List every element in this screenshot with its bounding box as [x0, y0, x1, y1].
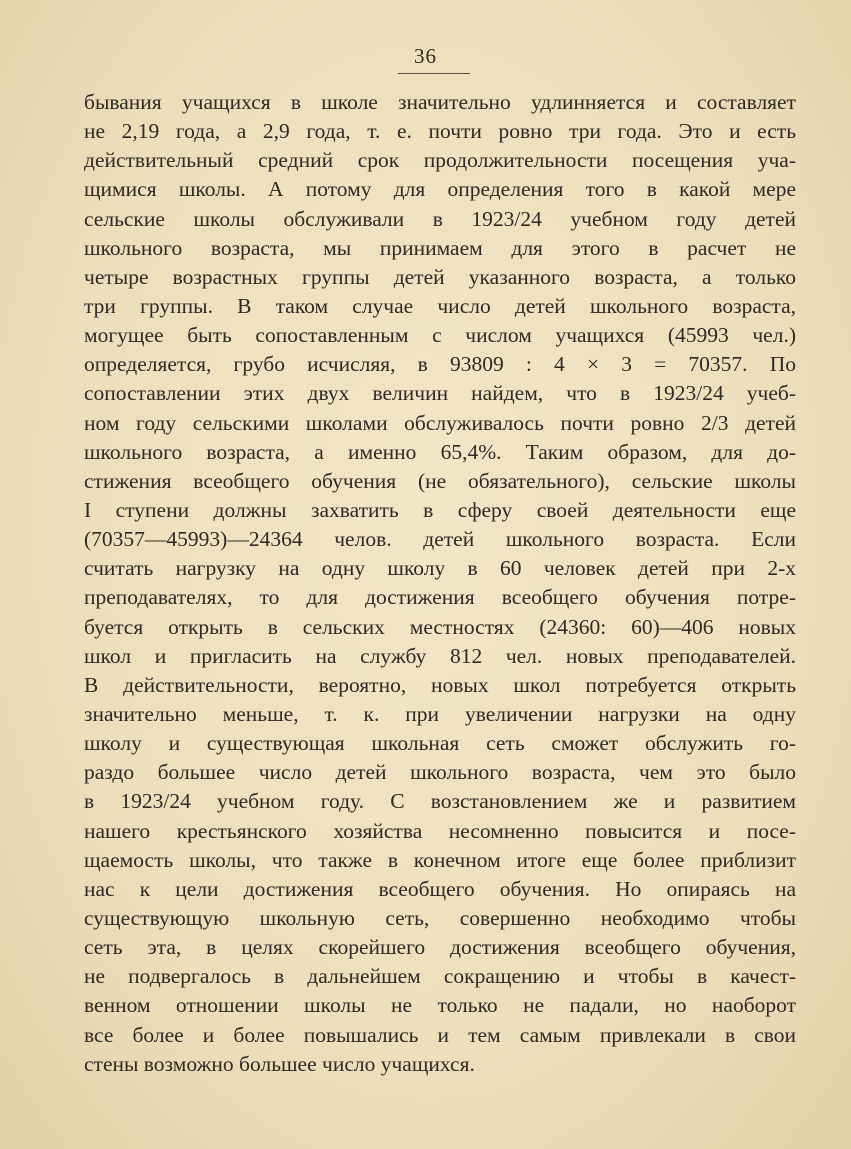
text-line: значительно меньше, т. к. при увеличении нагрузки на одну — [84, 701, 796, 726]
text-line: сопоставлении этих двух величин найдем, что в 1923/24 учеб- — [84, 381, 796, 406]
text-line: школьного возраста, мы принимаем для этого в расчет не — [84, 235, 796, 260]
text-line: не 2,19 года, а 2,9 года, т. е. почти ровно три года. Это и есть — [84, 119, 796, 144]
paragraph-text — [84, 88, 796, 1079]
text-line: бывания учащихся в школе значительно удлинняется и составляет — [84, 90, 796, 114]
text-line: в 1923/24 учебном году. С возстановлением же и развитием — [84, 789, 796, 814]
text-line: нашего крестьянского хозяйства несомненно повысится и посе- — [84, 818, 796, 843]
text-line: три группы. В таком случае число детей школьного возраста, — [84, 293, 796, 318]
page-number-rule — [398, 73, 470, 74]
text-line: сельские школы обслуживали в 1923/24 учебном году детей — [84, 206, 796, 231]
text-line: четыре возрастных группы детей указанного возраста, а только — [84, 264, 796, 289]
text-line: преподавателях, то для достижения всеобщего обучения потре- — [84, 585, 796, 610]
text-line: сеть эта, в целях скорейшего достижения всеобщего обучения, — [84, 935, 796, 960]
text-line: венном отношении школы не только не падали, но наоборот — [84, 993, 796, 1018]
text-line: стены возможно большее число учащихся. — [84, 1051, 475, 1076]
text-line: нас к цели достижения всеобщего обучения. Но опираясь на — [84, 876, 796, 901]
text-line: существующую школьную сеть, совершенно необходимо чтобы — [84, 905, 796, 930]
text-line: стижения всеобщего обучения (не обязательного), сельские школы — [84, 468, 796, 493]
text-line: могущее быть сопоставленным с числом учащихся (45993 чел.) — [84, 323, 796, 348]
text-line: (70357—45993)—24364 челов. детей школьного возраста. Если — [84, 527, 796, 552]
text-line: действительный средний срок продолжительности посещения уча- — [84, 148, 796, 173]
text-line: определяется, грубо исчисляя, в 93809 : 4 × 3 = 70357. По — [84, 352, 796, 377]
text-line: не подвергалось в дальнейшем сокращению и чтобы в качест- — [84, 964, 796, 989]
text-line: школьного возраста, а именно 65,4%. Таким образом, для до- — [84, 439, 796, 464]
text-line: считать нагрузку на одну школу в 60 человек детей при 2-х — [84, 556, 796, 581]
text-line: школ и пригласить на службу 812 чел. новых преподавателей. — [84, 643, 796, 668]
text-line: школу и существующая школьная сеть сможет обслужить го- — [84, 731, 796, 756]
page-number: 36 — [414, 44, 437, 68]
text-line: В действительности, вероятно, новых школ потребуется открыть — [84, 672, 796, 697]
text-line: щимися школы. А потому для определения того в какой мере — [84, 177, 796, 202]
text-line: I ступени должны захватить в сферу своей деятельности еще — [84, 497, 796, 522]
text-line: щаемость школы, что также в конечном итоге еще более приблизит — [84, 847, 796, 872]
text-line: все более и более повышались и тем самым привлекали в свои — [84, 1022, 796, 1047]
text-line: буется открыть в сельских местностях (24360: 60)—406 новых — [84, 614, 796, 639]
text-line: раздо большее число детей школьного возраста, чем это было — [84, 760, 796, 785]
text-line: ном году сельскими школами обслуживалось почти ровно 2/3 детей — [84, 410, 796, 435]
